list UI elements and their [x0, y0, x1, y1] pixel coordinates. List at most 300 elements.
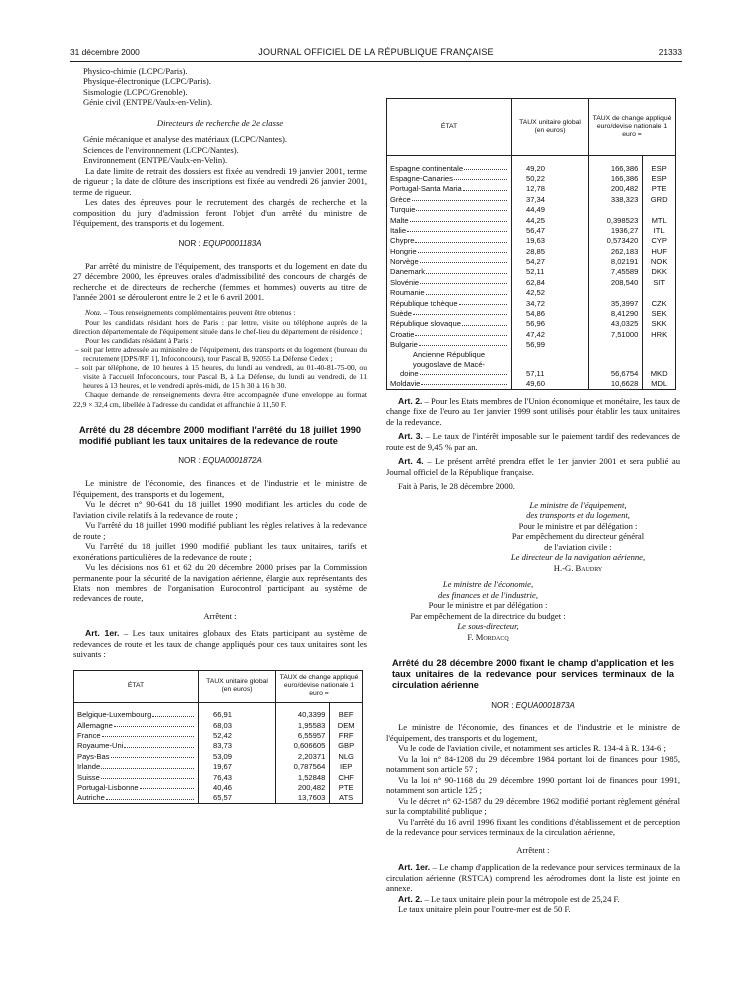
- list-item: Génie mécanique et analyse des matériaux (LCPC/Nantes).: [83, 134, 288, 145]
- cell-currency: PTE: [338, 783, 354, 793]
- leader-dots: [420, 257, 507, 263]
- cell-taux: 65,57: [199, 793, 276, 804]
- cell-change: [589, 205, 643, 215]
- article-3: [386, 431, 680, 452]
- cell-currency: [643, 288, 676, 298]
- article-text: – Pour les Etats membres de l'Union économique et monétaire, les taux de change fixe de l'euro au 1er janvier 1999 sont utilisés pour établir les taux unitaires de la redevance.: [386, 395, 680, 427]
- country-name-wrap: [77, 741, 195, 750]
- spacer-cell: [387, 156, 512, 164]
- country-name: Portugal-Santa Maria: [390, 184, 462, 194]
- header-journal-title: JOURNAL OFFICIEL DE LA RÉPUBLIQUE FRANÇAISE: [258, 47, 494, 57]
- country-name-wrap: [77, 710, 195, 719]
- header-rule: [70, 61, 682, 62]
- leader-dots: [454, 174, 507, 180]
- cell-country: [387, 267, 512, 277]
- table-row: [74, 720, 363, 730]
- cell-country: [387, 184, 512, 194]
- table-row: [74, 772, 363, 782]
- country-name: Slovénie: [390, 277, 420, 287]
- rates-table-2: [386, 98, 676, 390]
- cell-taux: 68,03: [199, 720, 276, 730]
- leader-dots: [416, 205, 507, 211]
- leader-dots: [412, 195, 507, 201]
- country-name: Portugal-Lisbonne: [77, 783, 139, 793]
- cell-taux: 54,27: [512, 257, 589, 267]
- cell-change: 8,02191: [589, 257, 643, 267]
- cell-taux: 57,11: [512, 350, 589, 378]
- table-row: [387, 257, 676, 267]
- paragraph: Vu l'arrêté du 18 juillet 1990 modifié publiant les taux unitaires, tarifs et exonérations particulières de la redevance de route ;: [73, 541, 367, 562]
- paragraph: Vu l'arrêté du 16 avril 1996 fixant les conditions d'établissement et de perception de la redevance pour services terminaux de la circulation aérienne,: [386, 816, 680, 838]
- cell-currency: CYP: [651, 236, 667, 246]
- table-row: [387, 329, 676, 339]
- country-name: Chypre: [390, 236, 415, 246]
- spacer-cell: [330, 702, 363, 710]
- note-bullet: – soit par lettre adressée au ministère de l'équipement, des transports et du logement (bureau du recrutement [DPS/RF 1], Infoconcours), tour Pascal B, 92055 La Défense Cedex ;: [75, 344, 367, 364]
- cell-currency: CHF: [338, 772, 354, 782]
- spacer-row: [387, 156, 676, 164]
- cell-currency: CZK: [651, 298, 667, 308]
- cell-taux: 34,72: [512, 298, 589, 308]
- country-name: République tchèque: [390, 298, 458, 308]
- table-row: [387, 267, 676, 277]
- cell-taux: 66,91: [199, 710, 276, 720]
- cell-change: 0,573420: [589, 236, 643, 246]
- country-name-line: doine: [400, 369, 419, 378]
- article-4: [386, 456, 680, 477]
- spacer-cell: [74, 702, 199, 710]
- cell-taux: 62,84: [512, 277, 589, 287]
- leader-dots: [462, 319, 507, 325]
- article-label: Art. 3.: [398, 431, 423, 442]
- cell-currency: BEF: [338, 710, 354, 720]
- country-name: Suède: [390, 309, 412, 319]
- cell-country: [387, 350, 512, 378]
- cell-change: 0,787564: [276, 762, 330, 772]
- cell-change: 338,323: [589, 194, 643, 204]
- country-name-wrap: [390, 226, 508, 235]
- cell-taux: 56,47: [512, 225, 589, 235]
- list-item: Physique-électronique (LCPC/Paris).: [83, 76, 211, 87]
- cell-country: [387, 257, 512, 267]
- article-text: – Le taux de l'intérêt imposable sur le paiement tardif des redevances de route est de 9,45 % par an.: [386, 431, 680, 452]
- cell-currency: ESP: [651, 163, 667, 173]
- cell-taux: 19,63: [512, 236, 589, 246]
- table-body: [387, 156, 676, 390]
- country-name-wrap: [390, 267, 508, 276]
- right-column: [386, 98, 680, 915]
- spacer-cell: [643, 156, 676, 164]
- header-page-number: 21333: [658, 47, 682, 57]
- note-text: – Tous renseignements complémentaires peuvent être obtenus :: [101, 308, 296, 318]
- col-header-etat: ÉTAT: [387, 99, 512, 156]
- country-name-wrap: [77, 731, 195, 740]
- sig-line: de l'aviation civile :: [544, 541, 612, 552]
- decree-heading: Arrêté du 28 décembre 2000 fixant le champ d'application et les taux unitaires de la redevance pour services terminaux de la circulation aérienne: [392, 658, 674, 690]
- table-body: [74, 702, 363, 804]
- cell-country: [74, 741, 199, 751]
- cell-taux: 83,73: [199, 741, 276, 751]
- cell-taux: 12,78: [512, 184, 589, 194]
- cell-change: 0,606605: [276, 741, 330, 751]
- cell-change: 40,3399: [276, 710, 330, 720]
- cell-country: [387, 378, 512, 389]
- cell-currency: [643, 205, 676, 215]
- spacer-cell: [276, 702, 330, 710]
- nor-label: NOR :: [178, 456, 201, 466]
- article-text: – Les taux unitaires globaux des Etats participant au système de redevances de route et les taux de change appliqués pour ces taux unitaires sont les suivants :: [73, 628, 367, 660]
- note-intro: [73, 308, 367, 317]
- note-paragraph: Pour les candidats résidant à Paris :: [85, 335, 193, 345]
- cell-change: 2,20371: [276, 751, 330, 761]
- cell-country: [74, 731, 199, 741]
- table-row: [387, 378, 676, 389]
- country-name-wrap: [390, 205, 508, 214]
- cell-country: [74, 710, 199, 720]
- cell-change: [589, 340, 643, 350]
- cell-taux: 56,99: [512, 340, 589, 350]
- article-label: Art. 2.: [398, 893, 423, 904]
- cell-taux: 54,86: [512, 308, 589, 318]
- cell-change: 200,482: [276, 782, 330, 792]
- leader-dots: [413, 309, 507, 315]
- paragraph: Vu la loi n° 90-1168 du 29 décembre 1990 portant loi de finances pour 1991, notamment son article 125 ;: [386, 774, 680, 796]
- country-name-wrap: [77, 773, 195, 782]
- leader-dots: [111, 752, 195, 758]
- cell-taux: 49,60: [512, 378, 589, 389]
- cell-currency: ITL: [653, 225, 665, 235]
- article-label: Art. 2.: [398, 395, 423, 406]
- paragraph: La date limite de retrait des dossiers est fixée au vendredi 19 janvier 2001, terme de rigueur ; la date de clôture des inscriptions est fixée au vendredi 26 janvier 2001, terme de rigueur.: [73, 165, 367, 197]
- cell-currency: PTE: [651, 184, 667, 194]
- cell-change: 8,41290: [589, 308, 643, 318]
- cell-country: [387, 173, 512, 183]
- country-name: Norvège: [390, 257, 419, 267]
- cell-taux: 52,11: [512, 267, 589, 277]
- cell-currency: DEM: [337, 720, 355, 730]
- country-name-wrap: [390, 174, 508, 183]
- table-row: [74, 751, 363, 761]
- cell-country: [74, 751, 199, 761]
- page-header: [70, 47, 682, 59]
- sig-line: Pour le ministre et par délégation :: [428, 600, 548, 611]
- note-paragraph: Pour les candidats résidant hors de Paris : par lettre, visite ou téléphone auprès de la direction départementale de l'équipement située dans le chef-lieu du département de résidence ;: [73, 317, 367, 336]
- cell-country: [387, 163, 512, 173]
- cell-taux: 40,46: [199, 782, 276, 792]
- table-row: [387, 225, 676, 235]
- cell-taux: 50,22: [512, 173, 589, 183]
- signatory-name: F. Mordacq: [467, 631, 509, 642]
- col-header-change: TAUX de change appliqué euro/devise nationale 1 euro =: [589, 99, 676, 156]
- country-name-wrap: [390, 369, 508, 378]
- paragraph: Par arrêté du ministre de l'équipement, des transports et du logement en date du 27 décembre 2000, les épreuves orales d'admissibilité des concours de chargés de recherche et de directeurs de recherche (femmes et hommes) ouverts au titre de l'année 2001 se dérouleront entre le 2 et le 6 avril 2001.: [73, 260, 367, 302]
- country-name-wrap: [77, 783, 195, 792]
- cell-currency: GBP: [338, 741, 355, 751]
- country-name-wrap: [390, 309, 508, 318]
- note-block: [73, 308, 367, 408]
- country-name-wrap: [390, 319, 508, 328]
- sig-line: des finances et de l'industrie,: [438, 589, 538, 600]
- nor-value: EQUA0001873A: [515, 700, 575, 710]
- sig-line: Par empêchement du directeur général: [511, 531, 645, 542]
- cell-country: [387, 288, 512, 298]
- leader-dots: [106, 793, 194, 799]
- cell-currency: GRD: [650, 194, 668, 204]
- specialties-list: [73, 66, 367, 108]
- country-name-wrap: [390, 236, 508, 245]
- header-date: 31 décembre 2000: [70, 47, 140, 57]
- table-row: [74, 741, 363, 751]
- table-row: [74, 710, 363, 720]
- cell-country: [387, 236, 512, 246]
- left-column: [73, 66, 367, 804]
- table-row: [74, 782, 363, 792]
- table-row: [387, 163, 676, 173]
- cell-change: 7,51000: [589, 329, 643, 339]
- country-name: Autriche: [77, 793, 105, 803]
- sig-line: Pour le ministre et par délégation :: [518, 520, 638, 531]
- note-label: Nota.: [85, 308, 102, 318]
- list-item: Sciences de l'environnement (LCPC/Nantes).: [83, 144, 239, 155]
- sig-line: Le sous-directeur,: [457, 621, 519, 632]
- arretent: Arrêtent :: [203, 610, 237, 621]
- cell-change: 10,6628: [589, 378, 643, 389]
- paragraph: Vu l'arrêté du 18 juillet 1990 modifié publiant les règles relatives à la redevance de route ;: [73, 520, 367, 541]
- leader-dots: [464, 164, 507, 170]
- cell-taux: 42,52: [512, 288, 589, 298]
- country-name: Grèce: [390, 194, 411, 204]
- cell-country: [74, 782, 199, 792]
- cell-currency: ATS: [339, 793, 354, 803]
- cell-currency: SIT: [653, 277, 666, 287]
- article-label: Art. 1er.: [398, 862, 431, 873]
- cell-change: 0,398523: [589, 215, 643, 225]
- country-name-wrap: [77, 762, 195, 771]
- country-name: Danemark: [390, 267, 426, 277]
- article-label: Art. 4.: [398, 456, 424, 467]
- cell-change: [589, 288, 643, 298]
- cell-change: 208,540: [589, 277, 643, 287]
- signature-block-1: [476, 500, 680, 573]
- country-name: Croatie: [390, 329, 415, 339]
- table-row: [387, 246, 676, 256]
- leader-dots: [415, 236, 507, 242]
- paragraph: Vu le décret n° 62-1587 du 29 décembre 1962 modifié portant règlement général sur la comptabilité publique ;: [386, 795, 680, 817]
- cell-change: 200,482: [589, 184, 643, 194]
- cell-currency: HRK: [651, 329, 668, 339]
- nor-reference: [73, 456, 367, 466]
- cell-country: [74, 762, 199, 772]
- leader-dots: [124, 741, 194, 747]
- rates-table-1: [73, 670, 363, 804]
- col-header-etat: ÉTAT: [74, 670, 199, 702]
- country-name-wrap: [390, 184, 508, 193]
- country-name-line: yougoslave de Macé-: [412, 359, 486, 369]
- country-name-wrap: [77, 793, 195, 802]
- leader-dots: [152, 710, 194, 716]
- country-name-wrap: [77, 752, 195, 761]
- country-name: Bulgarie: [390, 340, 418, 350]
- note-paragraph: Chaque demande de renseignements devra être accompagnée d'une enveloppe au format 22,9 × 32,4 cm, libellée à l'adresse du candidat et affranchie à 11,50 F.: [73, 390, 367, 409]
- cell-taux: 44,49: [512, 205, 589, 215]
- paragraph: Vu le décret n° 90-641 du 18 juillet 1990 modifiant les articles du code de l'aviation civile relatifs à la redevance de route ;: [73, 499, 367, 520]
- country-name-wrap: [390, 164, 508, 173]
- country-name: Malte: [390, 215, 409, 225]
- cell-country: [387, 319, 512, 329]
- cell-currency: MTL: [651, 215, 667, 225]
- spacer-cell: [199, 702, 276, 710]
- country-name: Moldavie: [390, 379, 421, 389]
- cell-change: 13,7603: [276, 793, 330, 804]
- cell-change: 166,386: [589, 163, 643, 173]
- article-1: [386, 862, 680, 893]
- table-row: [387, 173, 676, 183]
- cell-country: [387, 215, 512, 225]
- decree-heading: Arrêté du 28 décembre 2000 modifiant l'arrêté du 18 juillet 1990 modifié publiant les taux unitaires de la redevance de route: [79, 424, 361, 446]
- spacer-cell: [512, 156, 589, 164]
- article-1: [73, 628, 367, 659]
- leader-dots: [407, 226, 507, 232]
- cell-currency: SKK: [651, 319, 667, 329]
- col-header-taux: TAUX unitaire global (en euros): [199, 670, 276, 702]
- table-row: [74, 731, 363, 741]
- cell-change: 56,6754: [589, 350, 643, 378]
- cell-country: [387, 277, 512, 287]
- spacer-row: [74, 702, 363, 710]
- country-name-wrap: [390, 216, 508, 225]
- country-name: Espagne continentale: [390, 163, 464, 173]
- cell-change: 166,386: [589, 173, 643, 183]
- paragraph: Les dates des épreuves pour le recrutement des chargés de recherche et la composition du jury d'admission feront l'objet d'un arrêté du ministre de l'équipement, des transports et du logement.: [73, 197, 367, 229]
- article-2: [386, 396, 680, 427]
- cell-country: [387, 340, 512, 350]
- country-name: République slovaque: [390, 319, 461, 329]
- cell-currency: MKD: [650, 369, 668, 379]
- table-row: [387, 350, 676, 378]
- country-name: Espagne-Canaries: [390, 173, 453, 183]
- cell-country: [387, 225, 512, 235]
- cell-taux: 19,67: [199, 762, 276, 772]
- leader-dots: [101, 762, 194, 768]
- sig-line: Le ministre de l'équipement,: [529, 499, 627, 510]
- cell-change: 6,55957: [276, 731, 330, 741]
- leader-dots: [410, 216, 507, 222]
- country-name: Pays-Bas: [77, 751, 110, 761]
- signatory-name: H.-G. Baudry: [553, 562, 603, 573]
- spacer-cell: [589, 156, 643, 164]
- table-row: [387, 205, 676, 215]
- country-name: Roumanie: [390, 288, 425, 298]
- leader-dots: [419, 340, 507, 346]
- article-label: Art. 1er.: [85, 628, 120, 639]
- cell-change: 1936,27: [589, 225, 643, 235]
- list-item: Génie civil (ENTPE/Vaulx-en-Velin).: [83, 97, 213, 108]
- sig-line: Le ministre de l'économie,: [442, 579, 534, 590]
- article-text: – Le champ d'application de la redevance pour services terminaux de la circulation aérienne (RSTCA) comprend les aérodromes dont la liste est jointe en annexe.: [386, 862, 681, 894]
- cell-change: 1,95583: [276, 720, 330, 730]
- table-row: [387, 236, 676, 246]
- place-date: Fait à Paris, le 28 décembre 2000.: [398, 481, 515, 492]
- note-bullet: – soit par téléphone, de 10 heures à 15 heures, du lundi au vendredi, au 01-40-81-75-00, ou visite à l'accueil Infoconcours, tour Pascal B, à La Défense, du lundi au vendredi, de 11 heures à 13 heures, et le vendredi après-midi, de 15 h 30 à 16 h 30.: [75, 363, 367, 391]
- country-name: Royaume-Uni: [77, 741, 124, 751]
- nor-value: EQUA0001872A: [202, 456, 262, 466]
- sig-line: des transports et du logement,: [526, 510, 630, 521]
- country-name-wrap: [390, 288, 508, 297]
- cell-country: [387, 194, 512, 204]
- cell-taux: 52,42: [199, 731, 276, 741]
- cell-country: [74, 772, 199, 782]
- paragraph: Vu les décisions nos 61 et 62 du 20 décembre 2000 prises par la Commission permanente pour la sécurité de la navigation aérienne, élargie aux représentants des Etats non membres de l'organisation Eurocontrol participant au système de redevances de route,: [73, 562, 367, 604]
- directors-list: [73, 134, 367, 165]
- country-name-wrap: [390, 379, 508, 388]
- table-row: [387, 215, 676, 225]
- cell-country: [387, 205, 512, 215]
- country-name: Suisse: [77, 772, 100, 782]
- leader-dots: [140, 783, 194, 789]
- cell-taux: 49,20: [512, 163, 589, 173]
- cell-country: [387, 298, 512, 308]
- cell-change: 35,3997: [589, 298, 643, 308]
- country-name-line: Ancienne République: [412, 350, 486, 360]
- signature-block-2: [366, 579, 610, 642]
- cell-currency: SEK: [651, 309, 667, 319]
- country-name: Belgique-Luxembourg: [77, 710, 152, 720]
- cell-currency: [643, 340, 676, 350]
- sig-line: Le directeur de la navigation aérienne,: [510, 552, 646, 563]
- table-row: [74, 793, 363, 804]
- cell-currency: DKK: [651, 267, 667, 277]
- leader-dots: [426, 267, 507, 273]
- nor-reference: [73, 239, 367, 249]
- cell-country: [74, 793, 199, 804]
- leader-dots: [463, 184, 507, 190]
- arretent: Arrêtent :: [516, 844, 550, 855]
- leader-dots: [101, 773, 194, 779]
- col-header-taux: TAUX unitaire global (en euros): [512, 99, 589, 156]
- cell-country: [387, 329, 512, 339]
- paragraph: Le ministre de l'économie, des finances et de l'industrie et le ministre de l'équipement, des transports et du logement,: [73, 478, 367, 499]
- list-item: Sismologie (LCPC/Grenoble).: [83, 86, 188, 97]
- leader-dots: [426, 288, 507, 294]
- cell-country: [74, 720, 199, 730]
- country-name-wrap: [390, 330, 508, 339]
- cell-currency: HUF: [651, 246, 667, 256]
- cell-taux: 28,85: [512, 246, 589, 256]
- list-item: Environnement (ENTPE/Vaulx-en-Velin).: [83, 155, 228, 166]
- table-row: [387, 319, 676, 329]
- cell-country: [387, 308, 512, 318]
- leader-dots: [415, 330, 507, 336]
- cell-currency: ESP: [651, 173, 667, 183]
- country-name: Irlande: [77, 762, 101, 772]
- cell-taux: 76,43: [199, 772, 276, 782]
- country-name-wrap: [77, 721, 195, 730]
- list-item: Physico-chimie (LCPC/Paris).: [83, 66, 188, 76]
- paragraph: Vu la loi n° 84-1208 du 29 décembre 1984 portant loi de finances pour 1985, notamment son article 57 ;: [386, 753, 680, 775]
- table-row: [387, 340, 676, 350]
- country-name-wrap: [390, 340, 508, 349]
- country-name: Turquie: [390, 205, 416, 215]
- table-row: [387, 184, 676, 194]
- leader-dots: [418, 247, 507, 253]
- cell-country: [387, 246, 512, 256]
- sig-line: Par empêchement de la directrice du budget :: [410, 610, 566, 621]
- nor-value: EQUP0001183A: [202, 238, 262, 248]
- country-name: France: [77, 731, 101, 741]
- nor-label: NOR :: [491, 700, 514, 710]
- cell-taux: 56,96: [512, 319, 589, 329]
- table-row: [387, 277, 676, 287]
